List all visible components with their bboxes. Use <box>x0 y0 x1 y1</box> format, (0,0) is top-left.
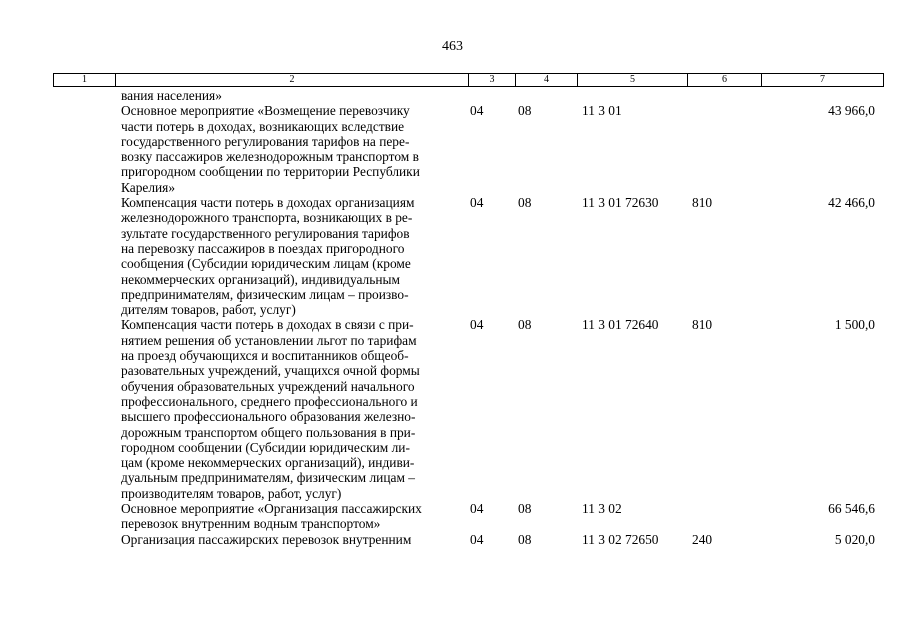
row-target-code: 11 3 01 72630 <box>582 195 659 211</box>
header-col-2: 2 <box>116 74 469 86</box>
page-number: 463 <box>442 39 463 54</box>
header-col-6: 6 <box>688 74 762 86</box>
table-row <box>0 532 905 547</box>
table-row <box>0 501 905 532</box>
row-name: Организация пассажирских перевозок внутренним <box>121 531 412 547</box>
header-col-7: 7 <box>762 74 884 86</box>
row-subsection: 08 <box>518 531 532 547</box>
row-name: Основное мероприятие «Возмещение перевозчику части потерь в доходах, возникающих вследствие государственного регулирования тарифов на пере- возку пассажиров железнодорожным транспортом в пригородном сообщении по территории Республики Карелия» <box>121 103 420 195</box>
row-target-code: 11 3 02 72650 <box>582 531 659 547</box>
row-name: вания населения» <box>121 88 222 103</box>
row-amount: 5 020,0 <box>834 531 875 547</box>
table-row <box>0 195 905 317</box>
table-row <box>0 88 905 103</box>
table-body <box>0 88 905 547</box>
header-col-5: 5 <box>578 74 688 86</box>
header-col-1: 1 <box>54 74 116 86</box>
row-name: Компенсация части потерь в доходах организациям железнодорожного транспорта, возникающих в ре- зультате государственного регулирования тарифов на перевозку пассажиров в поездах пригородного сообщения (Субсидии юридическим лицам (кроме некоммерческих организаций), индивидуальным предпринимателям, физическим лицам – произво- дителям товаров, работ, услуг) <box>121 195 415 318</box>
row-section: 04 <box>470 103 484 119</box>
row-subsection: 08 <box>518 317 532 333</box>
row-subsection: 08 <box>518 103 532 119</box>
row-amount: 1 500,0 <box>834 317 875 333</box>
table-row <box>0 317 905 501</box>
row-subsection: 08 <box>518 501 532 517</box>
row-name: Компенсация части потерь в доходах в связи с при- нятием решения об установлении льгот по тарифам на проезд обучающихся и воспитанников общеоб- разовательных учреждений, учащихся очной формы обучения образовательных учреждений начального профессионального, среднего профессионального и высшего профессионального образования железно- дорожным транспортом общего пользования в при- городном сообщении (Субсидии юридическим ли- цам (кроме некоммерческих организаций), индиви- дуальным предпринимателям, физическим лицам – производителям товаров, работ, услуг) <box>121 317 420 501</box>
row-name: Основное мероприятие «Организация пассажирских перевозок внутренним водным транспортом» <box>121 501 422 532</box>
row-expense-type: 810 <box>692 195 713 211</box>
row-target-code: 11 3 01 <box>582 103 622 119</box>
header-col-4: 4 <box>516 74 578 86</box>
header-col-3: 3 <box>469 74 516 86</box>
row-section: 04 <box>470 531 484 547</box>
table-header-row <box>53 73 884 87</box>
row-target-code: 11 3 01 72640 <box>582 317 659 333</box>
row-subsection: 08 <box>518 195 532 211</box>
row-section: 04 <box>470 501 484 517</box>
row-target-code: 11 3 02 <box>582 501 622 517</box>
row-expense-type: 240 <box>692 531 713 547</box>
row-section: 04 <box>470 317 484 333</box>
row-section: 04 <box>470 195 484 211</box>
table-row <box>0 103 905 195</box>
row-expense-type: 810 <box>692 317 713 333</box>
row-amount: 43 966,0 <box>828 103 875 119</box>
row-amount: 42 466,0 <box>828 195 875 211</box>
row-amount: 66 546,6 <box>828 501 875 517</box>
